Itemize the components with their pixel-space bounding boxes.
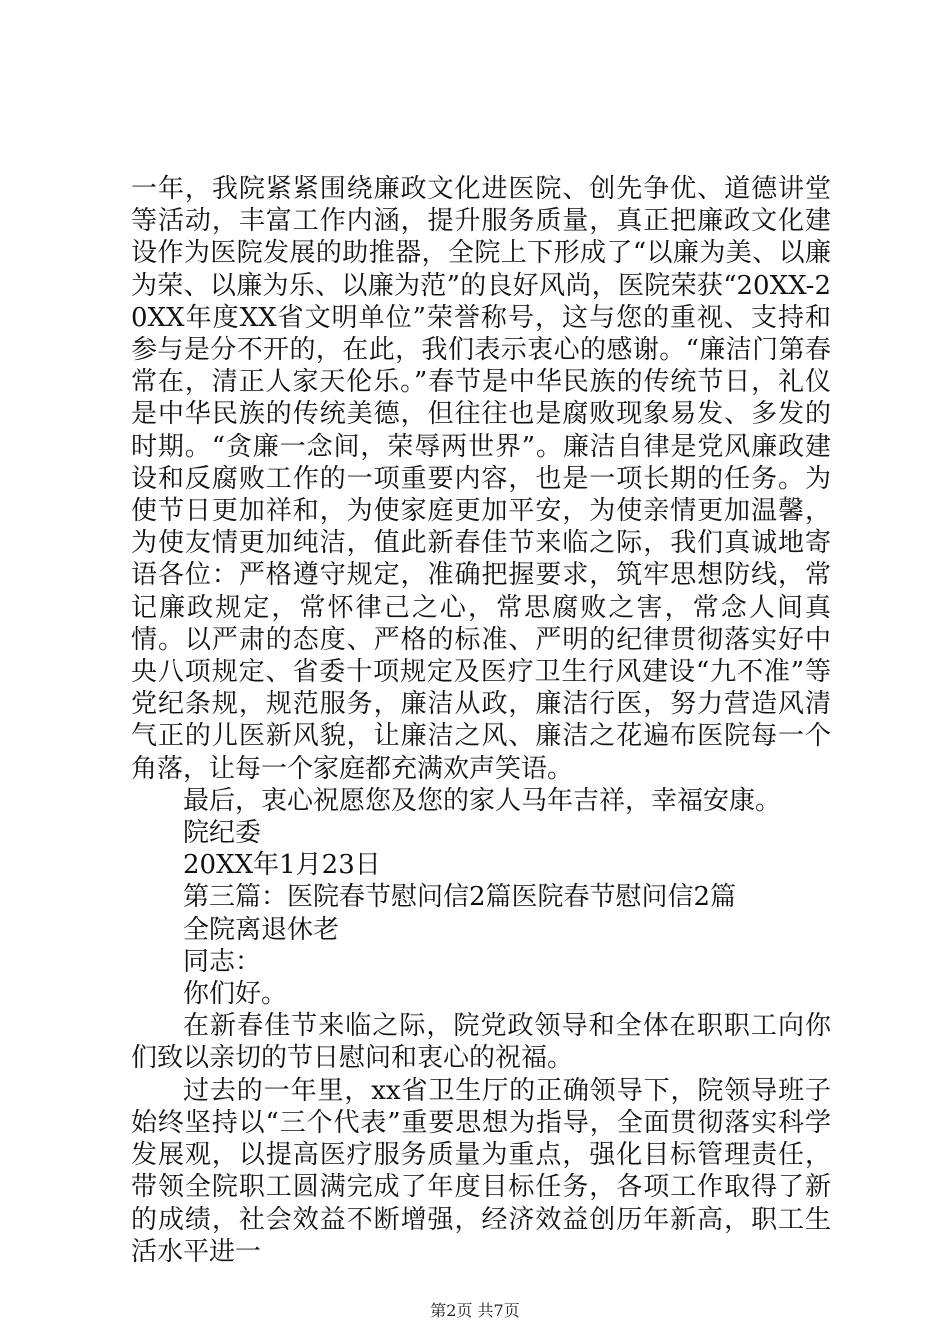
paragraph-closing-wish: 最后，衷心祝愿您及您的家人马年吉祥，幸福安康。 [183, 785, 782, 816]
salutation-line-1: 全院离退休老 [183, 914, 340, 945]
greeting: 你们好。 [183, 979, 288, 1010]
page-number-footer: 第2页 共7页 [430, 1301, 520, 1320]
paragraph-review: 过去的一年里，xx省卫生厅的正确领导下，院领导班子始终坚持以“三个代表”重要思想为指导，全面贯彻落实科学发展观，以提高医疗服务质量为重点，强化目标管理责任，带领全院职工圆满完成了年度目标任务，各项工作取得了新的成绩，社会效益不断增强，经济效益创历年新高，职工生活水平进一 [131, 1075, 831, 1267]
paragraph-greetings: 在新春佳节来临之际，院党政领导和全体在职职工向你们致以亲切的节日慰问和衷心的祝福。 [131, 1011, 831, 1074]
signature-organization: 院纪委 [183, 818, 262, 849]
document-body [131, 173, 831, 1268]
salutation-line-2: 同志： [183, 946, 262, 977]
section-heading: 第三篇：医院春节慰问信2篇医院春节慰问信2篇 [183, 882, 737, 913]
paragraph-continuation: 一年，我院紧紧围绕廉政文化进医院、创先争优、道德讲堂等活动，丰富工作内涵，提升服务质量，真正把廉政文化建设作为医院发展的助推器，全院上下形成了“以廉为美、以廉为荣、以廉为乐、以廉为范”的良好风尚，医院荣获“20XX-20XX年度XX省文明单位”荣誉称号，这与您的重视、支持和参与是分不开的，在此，我们表示衷心的感谢。“廉洁门第春常在，清正人家天伦乐。”春节是中华民族的传统节日，礼仪是中华民族的传统美德，但往往也是腐败现象易发、多发的时期。“贪廉一念间，荣辱两世界”。廉洁自律是党风廉政建设和反腐败工作的一项重要内容，也是一项长期的任务。为使节日更加祥和，为使家庭更加平安，为使亲情更加温馨，为使友情更加纯洁，值此新春佳节来临之际，我们真诚地寄语各位：严格遵守规定，准确把握要求，筑牢思想防线，常记廉政规定，常怀律己之心，常思腐败之害，常念人间真情。以严肃的态度、严格的标准、严明的纪律贯彻落实好中央八项规定、省委十项规定及医疗卫生行风建设“九不准”等党纪条规，规范服务，廉洁从政，廉洁行医，努力营造风清气正的儿医新风貌，让廉洁之风、廉洁之花遍布医院每一个角落，让每一个家庭都充满欢声笑语。 [131, 174, 831, 784]
signature-date: 20XX年1月23日 [183, 850, 381, 881]
